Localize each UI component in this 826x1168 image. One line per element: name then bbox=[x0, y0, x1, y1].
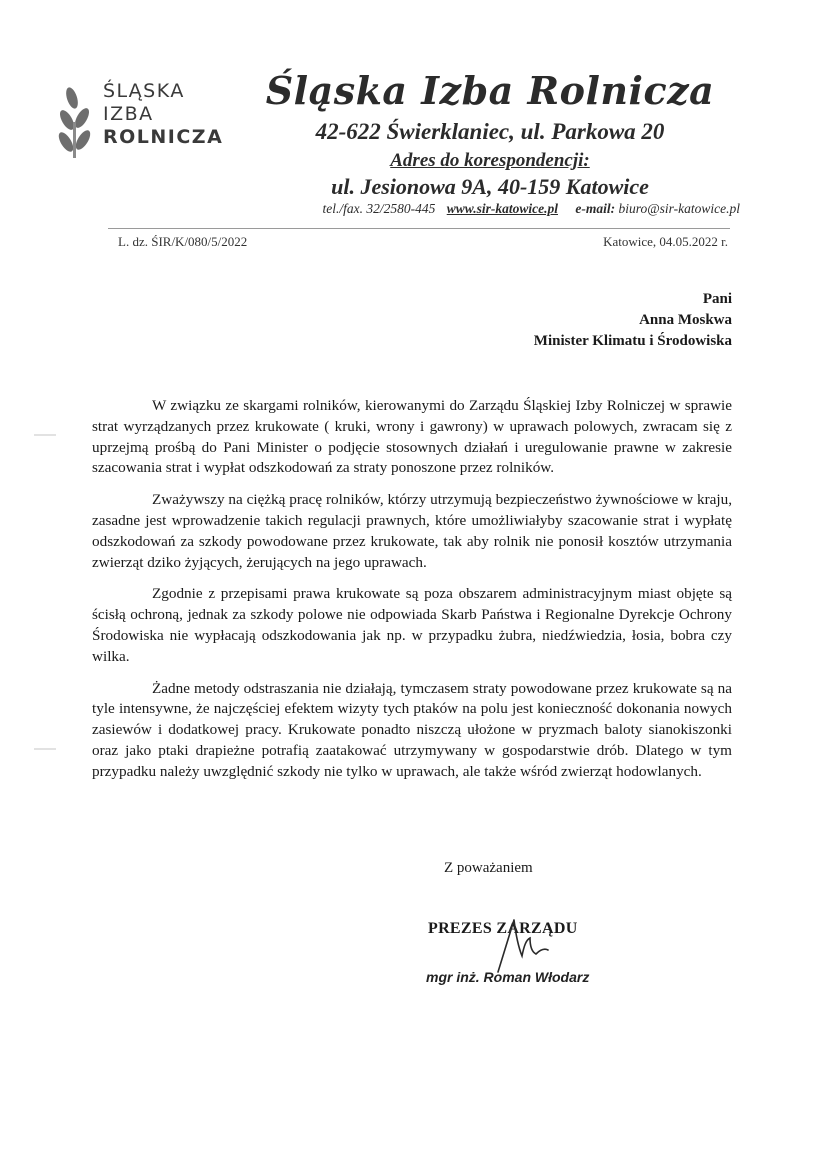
logo bbox=[58, 80, 238, 162]
letter-body bbox=[92, 396, 732, 794]
addressee-position: Minister Klimatu i Środowiska bbox=[533, 333, 732, 349]
wheat-ear-icon bbox=[58, 82, 98, 160]
letterhead-divider bbox=[108, 228, 730, 229]
correspondence-address: ul. Jesionowa 9A, 40-159 Katowice bbox=[331, 174, 649, 199]
correspondence-label: Adres do korespondencji: bbox=[390, 150, 590, 171]
body-paragraph: W związku ze skargami rolników, kierowanymi do Zarządu Śląskiej Izby Rolniczej w sprawie strat wyrządzanych przez krukowate ( kruki, wrony i gawrony) w uprawach polowych, zwracam się z uprzejmą prośbą do Pani Minister o podjęcie stosownych działań i uregulowanie prawne w zakresie szacowania strat i wypłat odszkodowań za straty ponoszone przez rolników. bbox=[92, 397, 732, 477]
body-paragraph: Żadne metody odstraszania nie działają, tymczasem straty powodowane przez krukowate są na tyle intensywne, że najczęściej efektem wizyty tych ptaków na polu jest konieczność dokonania nowych zasiewów i dodatkowej pracy. Krukowate ponadto niszczą ułożone w pryzmach baloty sianokiszonki oraz jako ptaki drapieżne potrafią zaatakować utrzymywany w gospodarstwie drób. Dlatego w tym przypadku należy uwzględnić szkody nie tylko w uprawach, ale także wśród zwierząt hodowlanych. bbox=[92, 679, 732, 780]
website-link[interactable]: www.sir-katowice.pl bbox=[446, 201, 558, 216]
punch-mark bbox=[34, 434, 56, 436]
logo-line-3: ROLNICZA bbox=[103, 126, 224, 148]
logo-line-1: ŚLĄSKA bbox=[103, 80, 185, 102]
logo-wordmark bbox=[103, 80, 223, 149]
closing-phrase: Z poważaniem bbox=[444, 860, 533, 876]
place-date: Katowice, 04.05.2022 r. bbox=[603, 234, 728, 249]
email-label: e-mail: bbox=[575, 201, 616, 216]
body-paragraph: Zgodnie z przepisami prawa krukowate są poza obszarem administracyjnym miast objęte są ścisłą ochroną, jednak za szkody polowe nie odpowiada Skarb Państwa i Regionalne Dyrekcje Ochrony Środowiska nie wypłacają odszkodowania jak np. w przypadku żubra, niedźwiedzia, łosia, bobra czy wilka. bbox=[92, 585, 732, 665]
signatory-title: PREZES ZARZĄDU bbox=[428, 920, 578, 937]
organization-address: 42-622 Świerklaniec, ul. Parkowa 20 bbox=[315, 119, 665, 144]
addressee-block bbox=[534, 289, 732, 352]
logo-line-2: IZBA bbox=[103, 103, 154, 125]
organization-name: Śląska Izba Rolnicza bbox=[265, 68, 715, 113]
reference-number: L. dz. ŚIR/K/080/5/2022 bbox=[118, 234, 248, 249]
addressee-salutation: Pani bbox=[702, 291, 732, 307]
punch-mark bbox=[34, 748, 56, 750]
contact-line bbox=[240, 201, 740, 217]
body-paragraph: Zważywszy na ciężką pracę rolników, którzy utrzymują bezpieczeństwo żywnościowe w kraju, zasadne jest wprowadzenie takich regulacji prawnych, które umożliwiałyby szacowanie strat i wypłatę odszkodowań za szkody powodowane przez krukowate, tak aby rolnik nie ponosił kosztów utrzymania zwierząt dziko żyjących, żerujących na jego uprawach. bbox=[92, 491, 732, 571]
signatory-name: mgr inż. Roman Włodarz bbox=[426, 969, 590, 985]
addressee-name: Anna Moskwa bbox=[639, 312, 732, 328]
phone-fax: tel./fax. 32/2580-445 bbox=[322, 201, 436, 216]
email-address[interactable]: biuro@sir-katowice.pl bbox=[618, 201, 740, 216]
